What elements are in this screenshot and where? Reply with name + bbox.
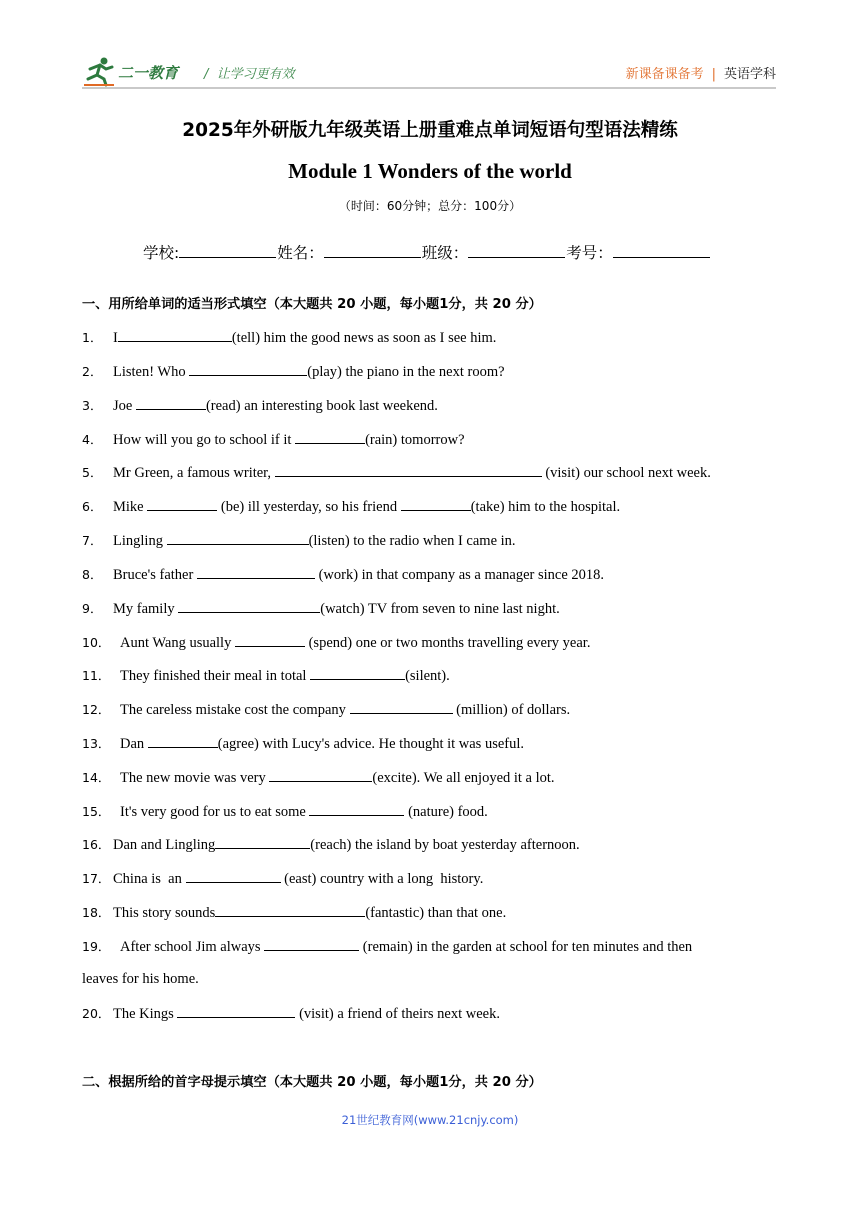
- question-text: They finished their meal in total: [120, 668, 311, 684]
- header-separator: |: [711, 67, 716, 82]
- question-text: The new movie was very: [120, 770, 270, 786]
- question-text: (excite). We all enjoyed it a lot.: [372, 770, 555, 786]
- question-number: 13．: [82, 736, 111, 751]
- answer-blank[interactable]: [147, 496, 217, 511]
- question-16: [82, 834, 580, 854]
- student-info-row: [143, 241, 711, 263]
- answer-blank[interactable]: [178, 598, 320, 613]
- question-number: 17．: [82, 871, 111, 886]
- question-text: (tell) him the good news as soon as I see him.: [231, 330, 497, 346]
- question-text: (rain) tomorrow?: [365, 432, 465, 448]
- page-title: 2025年外研版九年级英语上册重难点单词短语句型语法精练: [182, 120, 678, 141]
- question-text: My family: [113, 601, 179, 617]
- question-text: (nature) food.: [404, 804, 488, 820]
- header-tagline: 新课备课备考: [625, 67, 704, 82]
- question-text: (fantastic) than that one.: [365, 905, 507, 921]
- exam-number-field[interactable]: [613, 241, 710, 258]
- answer-blank[interactable]: [269, 767, 372, 782]
- question-14: [82, 767, 555, 787]
- question-1: [82, 327, 496, 347]
- question-2: [82, 361, 505, 381]
- question-text: (take) him to the hospital.: [470, 499, 621, 515]
- module-title: Module 1 Wonders of the world: [288, 159, 572, 183]
- question-7: [82, 530, 516, 550]
- question-number: 14．: [82, 770, 111, 785]
- question-number: 8．: [82, 567, 103, 582]
- section-1-heading: 一、用所给单词的适当形式填空（本大题共 20 小题，每小题1分，共 20 分）: [82, 297, 542, 312]
- answer-blank[interactable]: [148, 733, 218, 748]
- name-label: 姓名：: [277, 244, 324, 262]
- question-number: 6．: [82, 499, 103, 514]
- question-text: Aunt Wang usually: [120, 635, 235, 651]
- question-text: (reach) the island by boat yesterday afternoon.: [310, 837, 580, 853]
- school-field[interactable]: [179, 241, 276, 258]
- question-text: After school Jim always: [120, 939, 265, 955]
- question-number: 5．: [82, 465, 103, 480]
- question-6: [82, 496, 620, 516]
- question-4: [82, 429, 465, 449]
- slogan: / 让学习更有效: [204, 67, 295, 82]
- answer-blank[interactable]: [167, 530, 309, 545]
- question-13: [82, 733, 524, 753]
- question-text: Listen! Who: [113, 364, 190, 380]
- question-text: (play) the piano in the next room?: [307, 364, 505, 380]
- question-number: 20．: [82, 1006, 111, 1021]
- question-5: [82, 462, 711, 482]
- running-figure-icon: [82, 55, 116, 87]
- page-header: [82, 55, 776, 89]
- question-number: 4．: [82, 432, 103, 447]
- slogan-text: 让学习更有效: [216, 67, 295, 82]
- section-2-heading: 二、根据所给的首字母提示填空（本大题共 20 小题，每小题1分，共 20 分）: [82, 1075, 542, 1090]
- question-19-continuation: leaves for his home.: [82, 971, 199, 987]
- footer-link[interactable]: 21世纪教育网(www.21cnjy.com): [341, 1113, 519, 1127]
- question-text: (spend) one or two months travelling every year.: [304, 635, 591, 651]
- question-number: 16．: [82, 837, 111, 852]
- question-text: China is an: [113, 871, 186, 887]
- question-text: (east) country with a long history.: [280, 871, 484, 887]
- question-number: 19．: [82, 939, 111, 954]
- header-divider: [82, 87, 776, 89]
- question-8: [82, 564, 604, 584]
- answer-blank[interactable]: [136, 395, 206, 410]
- name-field[interactable]: [324, 241, 421, 258]
- question-19: [82, 936, 692, 956]
- answer-blank[interactable]: [350, 699, 453, 714]
- question-20: [82, 1003, 500, 1023]
- question-text: Joe: [113, 398, 136, 414]
- question-text: (visit) our school next week.: [541, 465, 711, 481]
- header-subject: 英语学科: [723, 67, 776, 82]
- question-text: It's very good for us to eat some: [120, 804, 310, 820]
- question-text: (listen) to the radio when I came in.: [308, 533, 516, 549]
- question-11: [82, 665, 450, 685]
- answer-blank[interactable]: [235, 632, 305, 647]
- logo: [82, 55, 192, 87]
- header-right: [626, 63, 776, 82]
- answer-blank[interactable]: [310, 665, 405, 680]
- question-text: (read) an interesting book last weekend.: [205, 398, 438, 414]
- answer-blank[interactable]: [295, 429, 365, 444]
- question-number: 7．: [82, 533, 103, 548]
- question-text: Dan: [120, 736, 148, 752]
- question-text: (watch) TV from seven to nine last night.: [320, 601, 560, 617]
- question-18: [82, 902, 506, 922]
- question-text: (be) ill yesterday, so his friend: [217, 499, 401, 515]
- answer-blank[interactable]: [197, 564, 315, 579]
- answer-blank[interactable]: [186, 868, 281, 883]
- question-text: The Kings: [113, 1006, 178, 1022]
- question-3: [82, 395, 438, 415]
- question-number: 3．: [82, 398, 103, 413]
- answer-blank[interactable]: [264, 936, 359, 951]
- question-number: 9．: [82, 601, 103, 616]
- answer-blank[interactable]: [215, 902, 365, 917]
- question-number: 15．: [82, 804, 111, 819]
- logo-text: 二一教育: [118, 65, 179, 82]
- question-text: (agree) with Lucy's advice. He thought it was useful.: [217, 736, 525, 752]
- question-text: How will you go to school if it: [113, 432, 296, 448]
- question-15: [82, 801, 488, 821]
- question-text: Bruce's father: [113, 567, 197, 583]
- answer-blank[interactable]: [275, 462, 542, 477]
- answer-blank[interactable]: [401, 496, 471, 511]
- question-text: Lingling: [113, 533, 167, 549]
- class-field[interactable]: [468, 241, 565, 258]
- question-text: Dan and Lingling: [113, 837, 216, 853]
- question-number: 10．: [82, 635, 111, 650]
- question-12: [82, 699, 570, 719]
- question-number: 18．: [82, 905, 111, 920]
- question-text: I: [113, 330, 118, 346]
- class-label: 班级：: [421, 244, 469, 262]
- answer-blank[interactable]: [118, 327, 232, 342]
- answer-blank[interactable]: [215, 834, 310, 849]
- question-text: The careless mistake cost the company: [120, 702, 350, 718]
- exam-number-label: 考号：: [566, 244, 613, 262]
- time-info: （时间：60分钟；总分：100分）: [338, 199, 522, 213]
- question-number: 11．: [82, 668, 111, 683]
- question-number: 2．: [82, 364, 103, 379]
- question-text: Mr Green, a famous writer,: [113, 465, 275, 481]
- question-text: (remain) in the garden at school for ten minutes and then: [359, 939, 693, 955]
- answer-blank[interactable]: [177, 1003, 295, 1018]
- answer-blank[interactable]: [189, 361, 307, 376]
- question-text: This story sounds: [113, 905, 216, 921]
- question-text: (work) in that company as a manager since 2018.: [314, 567, 605, 583]
- answer-blank[interactable]: [309, 801, 404, 816]
- question-17: [82, 868, 483, 888]
- question-number: 1．: [82, 330, 103, 345]
- question-text: (silent).: [405, 668, 450, 684]
- question-9: [82, 598, 560, 618]
- question-number: 12．: [82, 702, 111, 717]
- question-text: (visit) a friend of theirs next week.: [295, 1006, 500, 1022]
- question-text: (million) of dollars.: [452, 702, 571, 718]
- question-text: Mike: [113, 499, 148, 515]
- school-label: 学校:: [143, 244, 180, 262]
- question-10: [82, 632, 590, 652]
